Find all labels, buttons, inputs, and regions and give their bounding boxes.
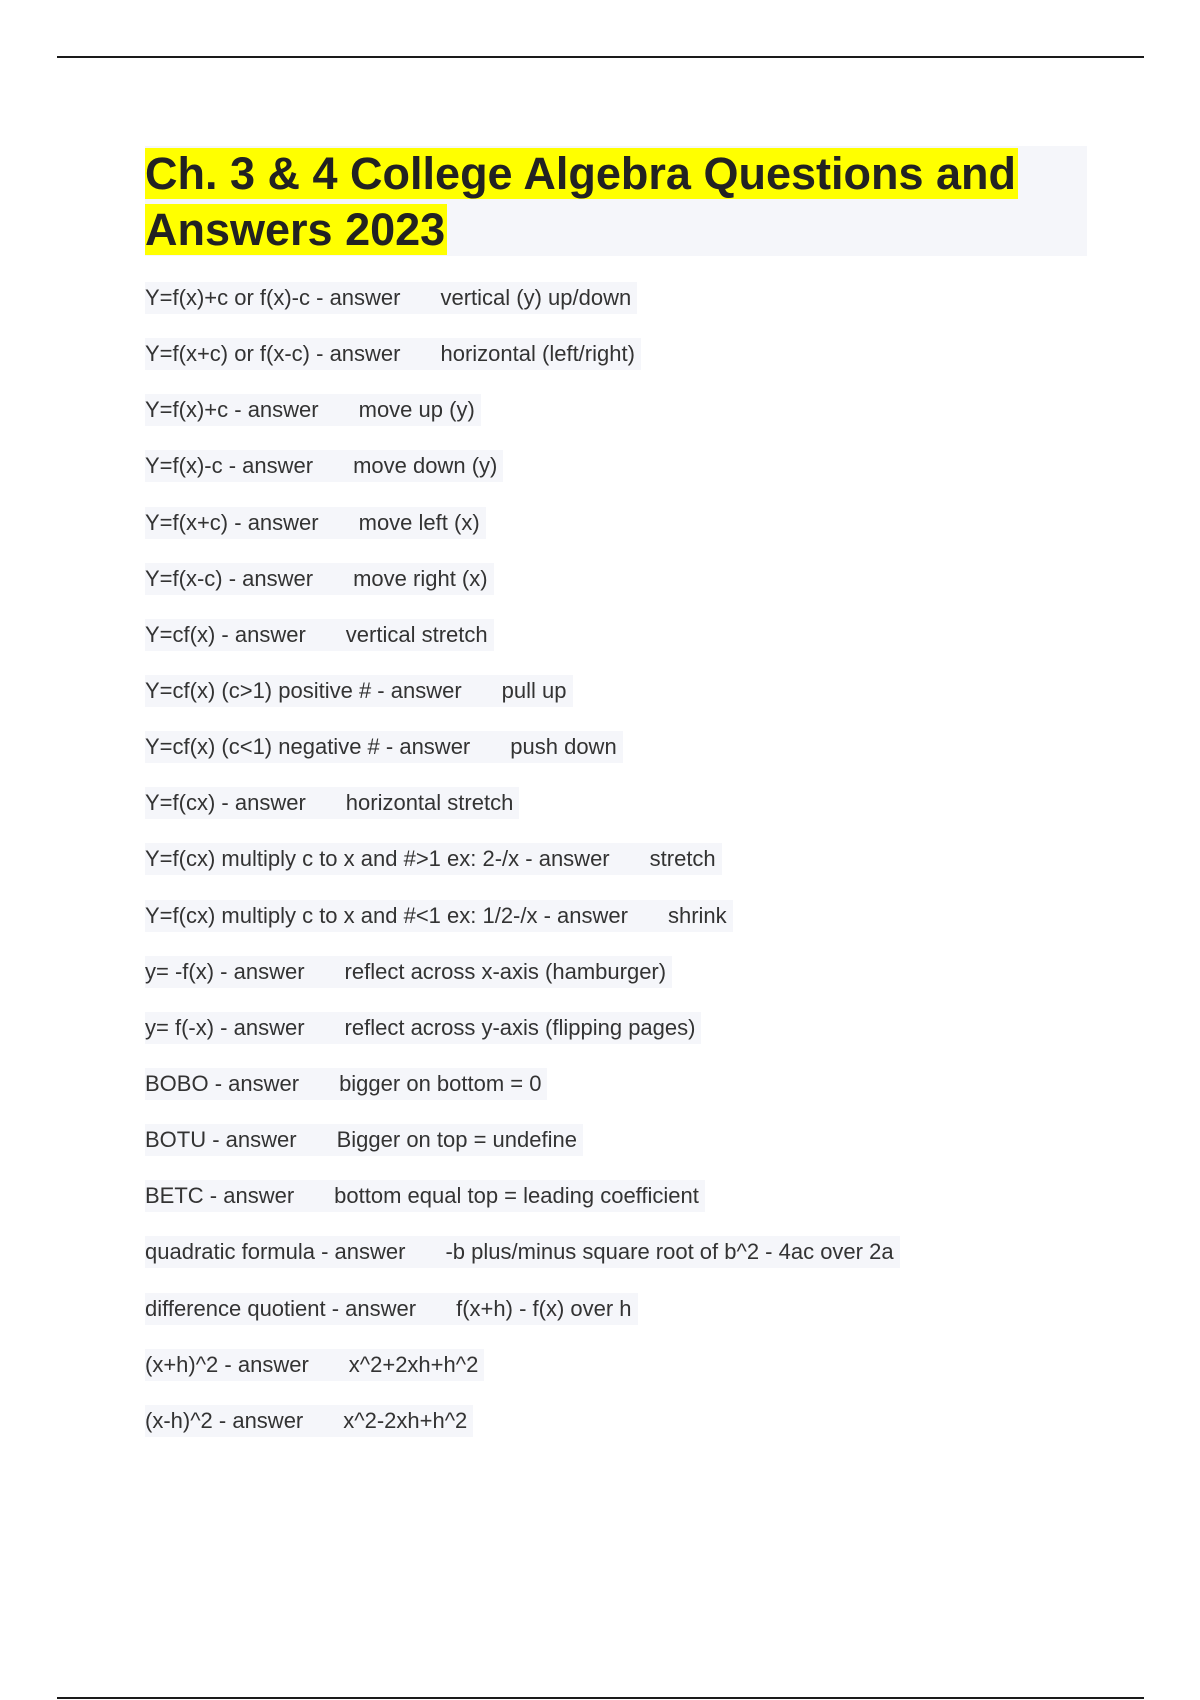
answer-text: x^2+2xh+h^2 (348, 1351, 479, 1377)
answer-separator: - answer (222, 565, 314, 591)
answer-text: bigger on bottom = 0 (339, 1070, 542, 1096)
question-text: BOBO (145, 1070, 209, 1096)
top-rule (57, 56, 1144, 58)
answer-separator: - answer (371, 677, 462, 703)
qa-item (145, 787, 900, 843)
answer-text: vertical (y) up/down (440, 285, 632, 310)
qa-line (145, 956, 672, 988)
question-text: Y=cf(x) (c<1) negative # (145, 734, 380, 760)
answer-separator: - answer (379, 734, 471, 760)
title-highlight: Ch. 3 & 4 College Algebra Questions and Answers 2023 (145, 148, 1016, 255)
qa-line (145, 787, 519, 819)
answer-separator: - answer (215, 621, 306, 647)
answer-text: vertical stretch (345, 621, 488, 647)
answer-separator: - answer (310, 285, 401, 310)
answer-text: reflect across y-axis (flipping pages) (344, 1014, 696, 1040)
qa-item (145, 843, 900, 899)
answer-text: move left (x) (358, 509, 480, 535)
question-text: y= f(-x) (145, 1014, 215, 1040)
answer-separator: - answer (314, 1239, 406, 1265)
question-text: Y=f(x+c) (145, 509, 229, 535)
question-text: Y=f(x)+c or f(x)-c (145, 285, 311, 310)
qa-item (145, 450, 900, 506)
answer-text: bottom equal top = leading coefficient (334, 1183, 699, 1209)
question-text: BETC (145, 1183, 204, 1209)
answer-separator: - answer (218, 1351, 309, 1377)
question-text: Y=f(cx) (145, 790, 216, 816)
answer-text: move down (y) (353, 453, 498, 479)
question-text: quadratic formula (145, 1239, 315, 1265)
qa-item (145, 282, 900, 338)
question-text: Y=cf(x) (145, 621, 216, 647)
qa-line (145, 1068, 547, 1100)
answer-separator: - answer (310, 341, 401, 367)
qa-line (145, 1293, 638, 1325)
qa-line (145, 394, 481, 426)
qa-line (145, 1180, 705, 1212)
qa-item (145, 1068, 900, 1124)
answer-separator: - answer (212, 1407, 304, 1433)
bottom-rule (57, 1697, 1144, 1699)
question-text: y= -f(x) (145, 958, 215, 984)
answer-text: move right (x) (353, 565, 488, 591)
answer-text: reflect across x-axis (hamburger) (344, 958, 667, 984)
answer-text: push down (510, 734, 617, 760)
qa-line (145, 1012, 701, 1044)
qa-item (145, 394, 900, 450)
question-text: Y=f(x+c) or f(x-c) (145, 341, 311, 367)
question-text: Y=f(cx) multiply c to x and #<1 ex: 1/2-/x (145, 902, 538, 928)
qa-line (145, 450, 503, 482)
answer-separator: - answer (208, 1070, 300, 1096)
qa-item (145, 731, 900, 787)
qa-item (145, 563, 900, 619)
answer-text: move up (y) (358, 397, 475, 423)
question-text: Y=cf(x) (c>1) positive # (145, 677, 372, 703)
answer-separator: - answer (222, 453, 314, 479)
qa-item (145, 956, 900, 1012)
question-text: BOTU (145, 1127, 207, 1153)
answer-text: horizontal (left/right) (440, 341, 635, 367)
answer-text: pull up (501, 677, 567, 703)
question-text: Y=f(x)+c (145, 397, 229, 423)
qa-line (145, 1349, 484, 1381)
qa-line (145, 338, 641, 370)
qa-item (145, 1293, 900, 1349)
question-text: (x+h)^2 (145, 1351, 219, 1377)
answer-separator: - answer (215, 790, 306, 816)
answer-separator: - answer (519, 846, 610, 872)
qa-item (145, 900, 900, 956)
document-title (145, 146, 1087, 258)
qa-line (145, 563, 494, 595)
answer-separator: - answer (228, 509, 319, 535)
answer-text: f(x+h) - f(x) over h (456, 1295, 632, 1321)
qa-line (145, 1124, 583, 1156)
answer-text: horizontal stretch (345, 790, 514, 816)
answer-separator: - answer (537, 902, 628, 928)
question-text: Y=f(x)-c (145, 453, 223, 479)
qa-line (145, 507, 486, 539)
qa-item (145, 507, 900, 563)
qa-line (145, 731, 623, 763)
qa-item (145, 338, 900, 394)
answer-separator: - answer (214, 1014, 305, 1040)
qa-line (145, 1405, 473, 1437)
answer-text: -b plus/minus square root of b^2 - 4ac over 2a (445, 1239, 894, 1265)
qa-list (145, 282, 900, 1461)
answer-separator: - answer (203, 1183, 295, 1209)
qa-line (145, 843, 722, 875)
qa-item (145, 1124, 900, 1180)
title-block (145, 146, 1087, 256)
qa-line (145, 900, 733, 932)
qa-item (145, 619, 900, 675)
question-text: Y=f(x-c) (145, 565, 223, 591)
qa-line (145, 619, 494, 651)
answer-text: Bigger on top = undefine (336, 1127, 577, 1153)
qa-item (145, 1236, 900, 1292)
question-text: Y=f(cx) multiply c to x and #>1 ex: 2-/x (145, 846, 520, 872)
answer-text: stretch (649, 846, 716, 872)
qa-item (145, 1180, 900, 1236)
qa-item (145, 1012, 900, 1068)
question-text: difference quotient (145, 1295, 326, 1321)
qa-item (145, 1349, 900, 1405)
answer-separator: - answer (228, 397, 319, 423)
question-text: (x-h)^2 (145, 1407, 213, 1433)
answer-separator: - answer (206, 1127, 297, 1153)
answer-text: x^2-2xh+h^2 (343, 1407, 468, 1433)
answer-text: shrink (667, 902, 727, 928)
qa-line (145, 1236, 900, 1268)
qa-line (145, 675, 573, 707)
answer-separator: - answer (325, 1295, 417, 1321)
answer-separator: - answer (214, 958, 305, 984)
qa-line (145, 282, 637, 314)
qa-item (145, 1405, 900, 1461)
qa-item (145, 675, 900, 731)
